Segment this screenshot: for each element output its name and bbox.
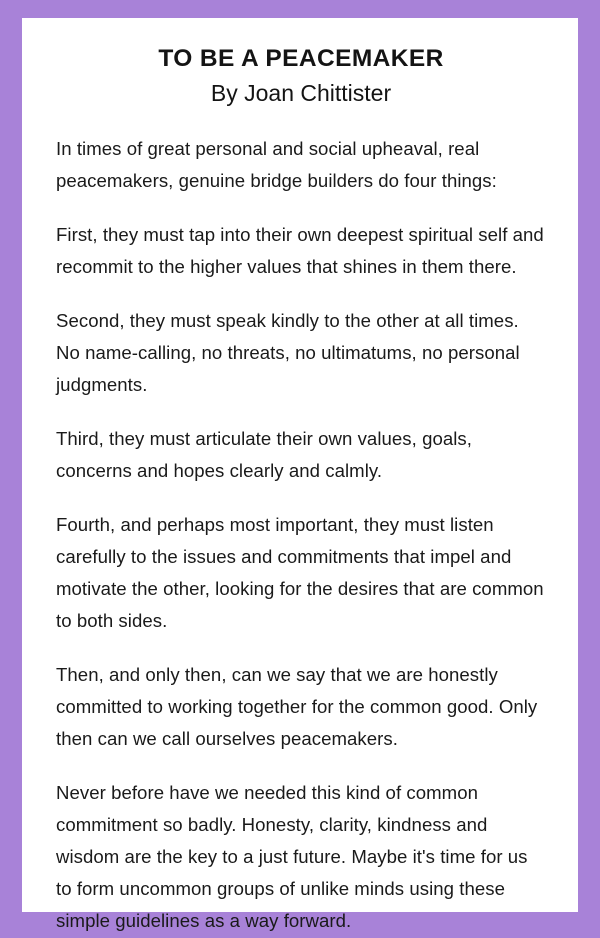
poem-paragraph: Third, they must articulate their own values, goals, concerns and hopes clearly and calmly. [56,428,472,482]
poem-paragraph: In times of great personal and social upheaval, real peacemakers, genuine bridge builders do four things: [56,138,497,192]
poem-card [22,18,578,931]
author-byline: By Joan Chittister [210,79,392,106]
poem-paragraph: Second, they must speak kindly to the other at all times. No name-calling, no threats, no ultimatums, no personal judgments. [56,310,520,396]
poem-paragraph: Fourth, and perhaps most important, they must listen carefully to the issues and commitments that impel and motivate the other, looking for the desires that are common to both sides. [56,514,544,631]
poem-paragraph: First, they must tap into their own deepest spiritual self and recommit to the higher values that shines in them there. [56,224,544,278]
page-title: TO BE A PEACEMAKER [158,45,444,72]
poem-paragraph: Then, and only then, can we say that we are honestly committed to working together for the common good. Only then can we call ourselves peacemakers. [56,663,538,749]
poem-paragraph: Never before have we needed this kind of common commitment so badly. Honesty, clarity, kindness and wisdom are the key to a just future. Maybe it's time for us to form uncommon groups of unlike minds using these simple guidelines as a way forward. [56,781,528,931]
